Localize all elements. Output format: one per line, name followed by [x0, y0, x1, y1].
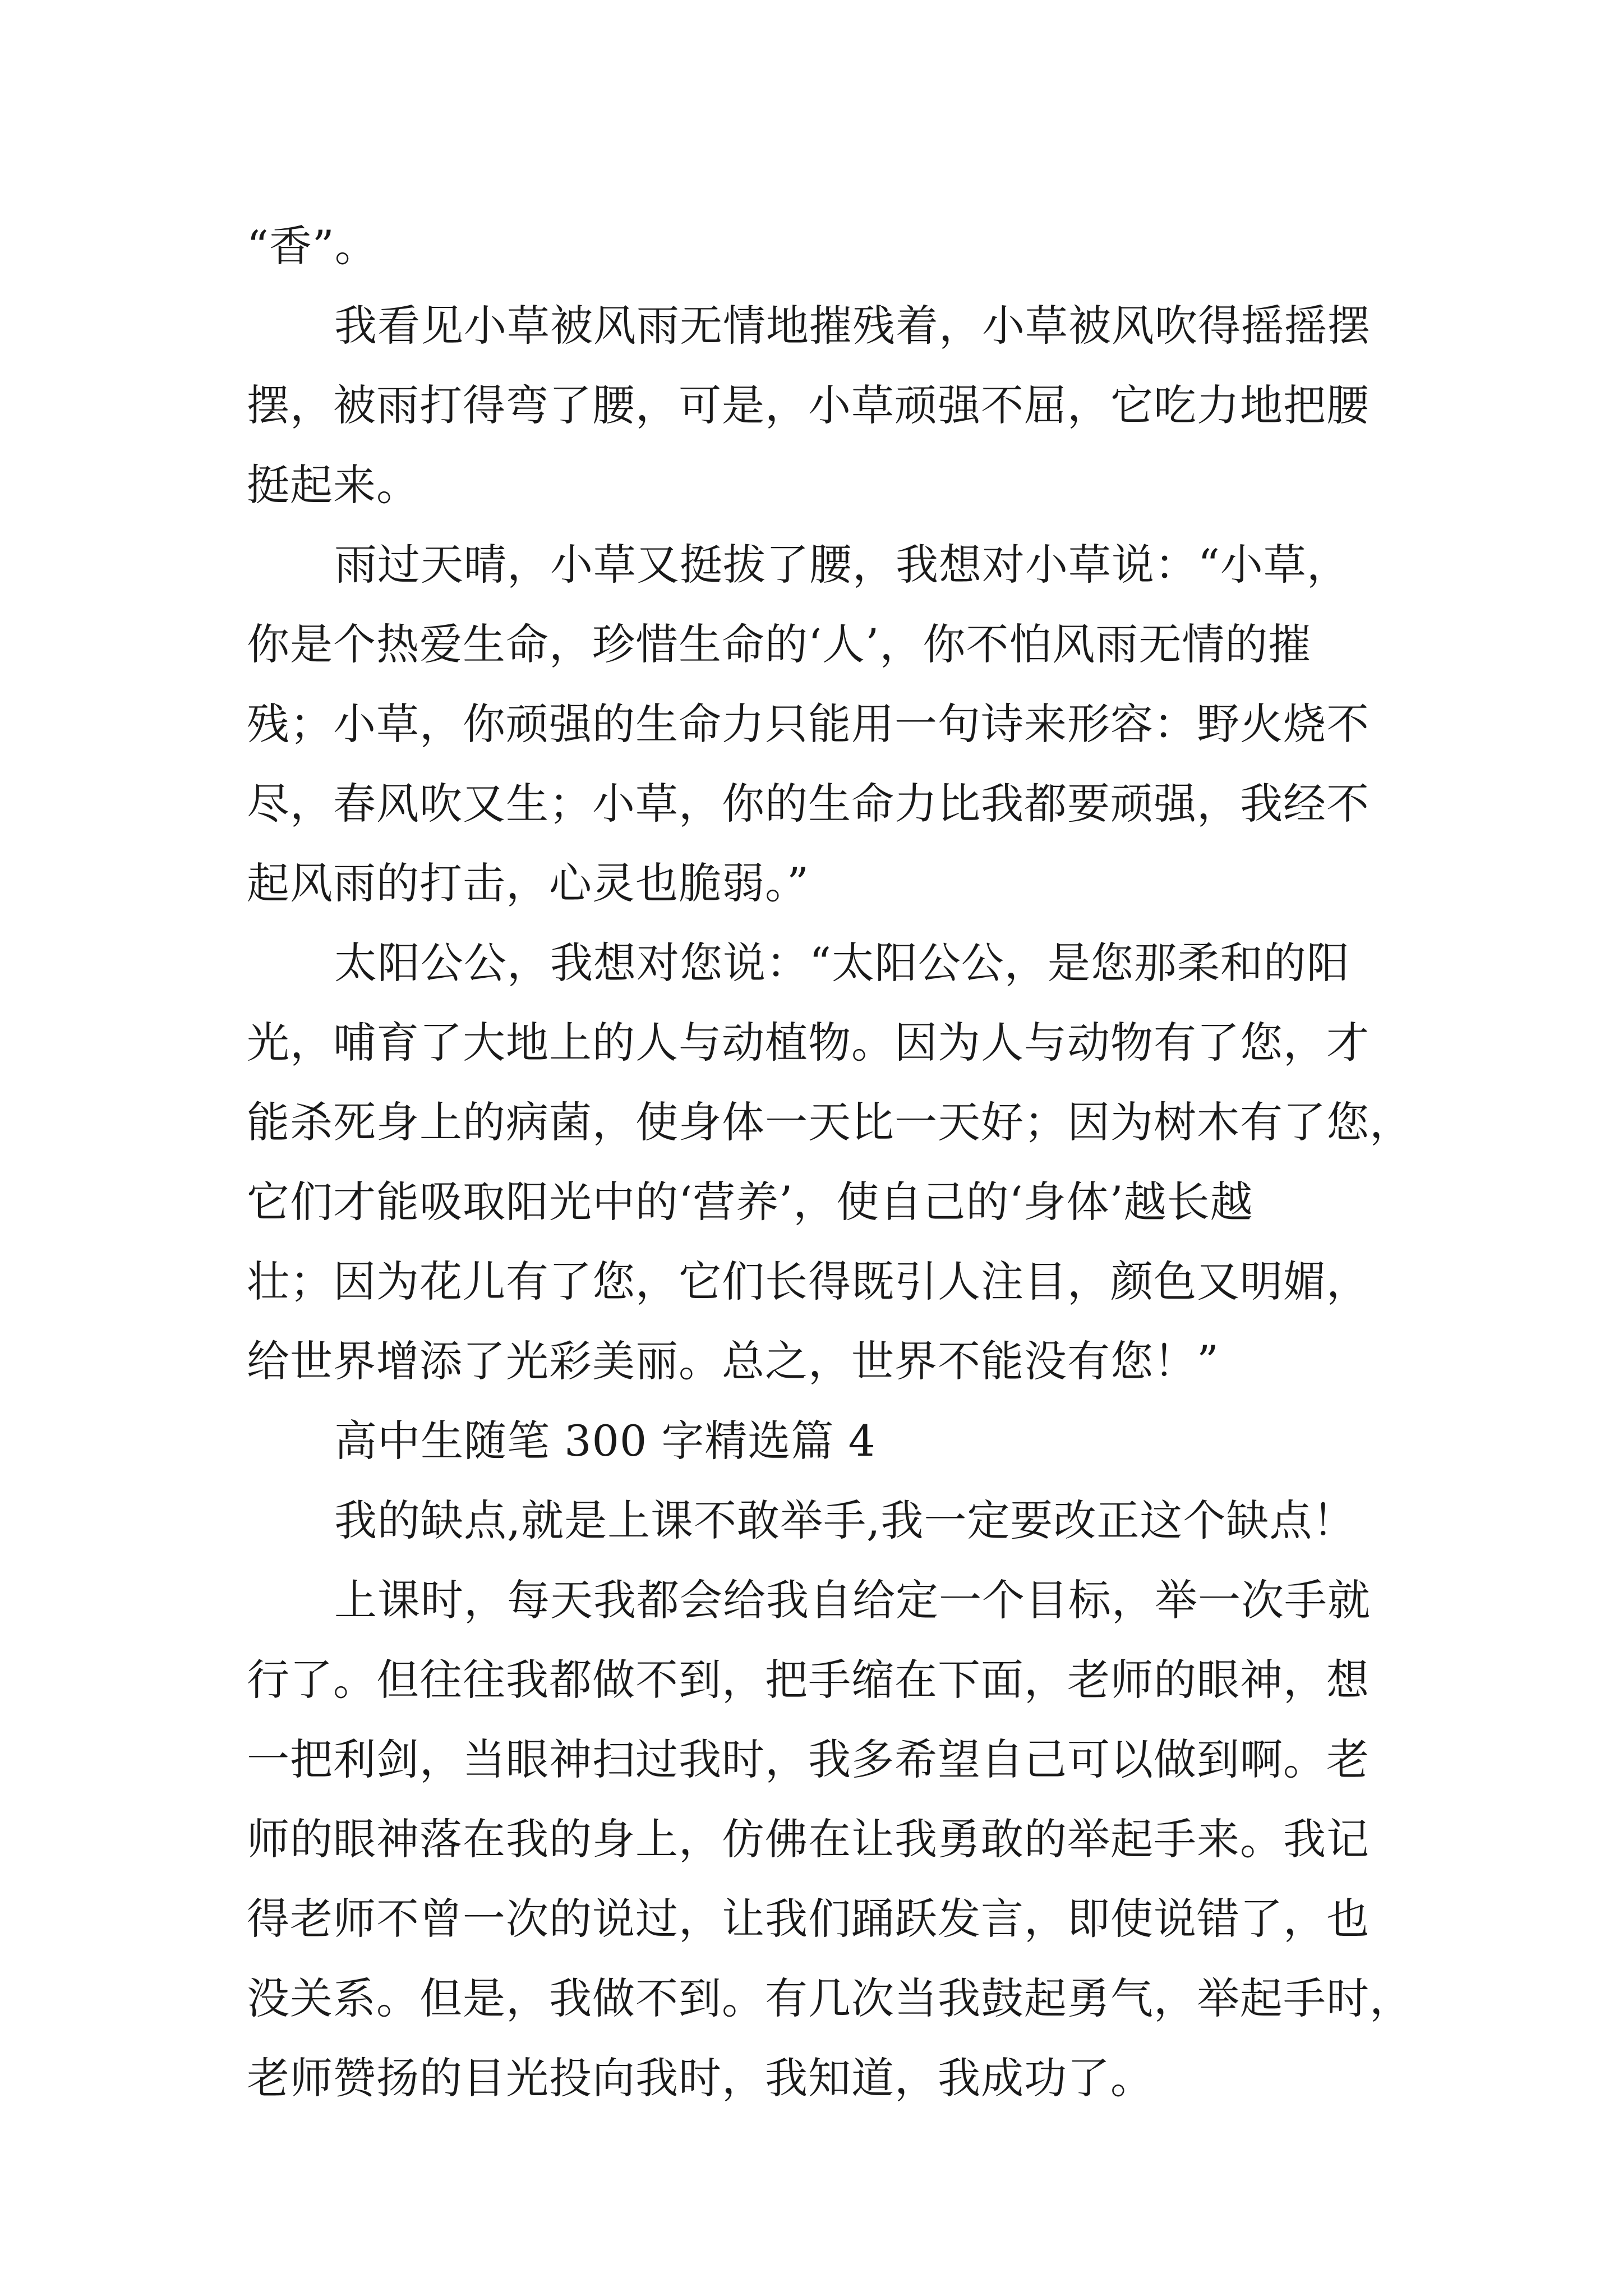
text-line: 你是个热爱生命，珍惜生命的‘人’，你不怕风雨无情的摧 — [247, 619, 1312, 669]
paragraph — [247, 525, 1413, 923]
text-line: 能杀死身上的病菌，使身体一天比一天好；因为树木有了您， — [247, 1097, 1413, 1147]
text-line: 师的眼神落在我的身上，仿佛在让我勇敢的举起手来。我记 — [247, 1814, 1370, 1864]
text-line: 得老师不曾一次的说过，让我们踊跃发言，即使说错了，也 — [247, 1894, 1370, 1944]
text-line: 尽，春风吹又生；小草，你的生命力比我都要顽强，我经不 — [247, 779, 1370, 829]
paragraph — [247, 1401, 1413, 1481]
text-line: 给世界增添了光彩美丽。总之，世界不能没有您！” — [247, 1336, 1219, 1386]
paragraph — [247, 1561, 1413, 2118]
text-line: 行了。但往往我都做不到，把手缩在下面，老师的眼神，想 — [247, 1655, 1370, 1705]
text-line: 起风雨的打击，心灵也脆弱。” — [247, 858, 809, 908]
text-line: 我看见小草被风雨无情地摧残着，小草被风吹得摇摇摆 — [334, 301, 1371, 351]
text-line: 上课时，每天我都会给我自给定一个目标，举一次手就 — [334, 1575, 1371, 1625]
text-line: 它们才能吸取阳光中的‘营养’，使自己的‘身体’越长越 — [247, 1177, 1253, 1227]
text-line: 挺起来。 — [247, 460, 419, 510]
text-line: 高中生随笔 300 字精选篇 4 — [334, 1416, 876, 1466]
text-line: 一把利剑，当眼神扫过我时，我多希望自己可以做到啊。老 — [247, 1734, 1370, 1784]
paragraph — [247, 206, 1413, 286]
text-line: 壮；因为花儿有了您，它们长得既引人注目，颜色又明媚， — [247, 1257, 1370, 1306]
text-line: 残；小草，你顽强的生命力只能用一句诗来形容：野火烧不 — [247, 699, 1370, 749]
text-line: 摆，被雨打得弯了腰，可是，小草顽强不屈，它吃力地把腰 — [247, 380, 1370, 430]
paragraph — [247, 286, 1413, 525]
text-line: 我的缺点,就是上课不敢举手,我一定要改正这个缺点！ — [334, 1496, 1356, 1545]
paragraph — [247, 1481, 1413, 1561]
text-line: “香”。 — [247, 221, 378, 271]
document-body — [247, 206, 1413, 2118]
text-line: 光，哺育了大地上的人与动植物。因为人与动物有了您，才 — [247, 1018, 1370, 1068]
text-line: 老师赞扬的目光投向我时，我知道，我成功了。 — [247, 2053, 1154, 2103]
text-line: 雨过天晴，小草又挺拔了腰，我想对小草说：“小草， — [334, 540, 1350, 590]
text-line: 没关系。但是，我做不到。有几次当我鼓起勇气，举起手时， — [247, 1973, 1413, 2023]
text-line: 太阳公公，我想对您说：“太阳公公，是您那柔和的阳 — [334, 938, 1350, 988]
paragraph — [247, 923, 1413, 1401]
